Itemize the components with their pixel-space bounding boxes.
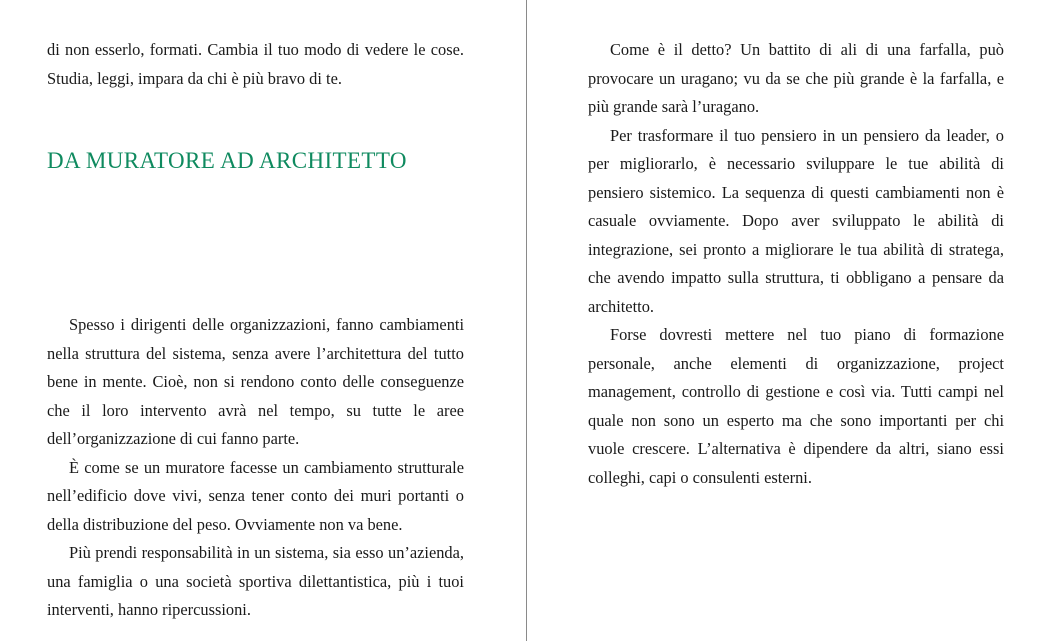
chapter-title-block (47, 146, 464, 176)
left-page (0, 0, 526, 641)
right-page (526, 0, 1052, 641)
chapter-title: DA MURATORE AD ARCHITETTO (47, 148, 407, 173)
body-paragraph-2: È come se un muratore facesse un cambiamento strutturale nell’edificio dove vivi, senza tener conto dei muri portanti o della distribuzione del peso. Ovviamente non va bene. (47, 457, 464, 534)
body-paragraph-4: Come è il detto? Un battito di ali di una farfalla, può provocare un uragano; vu da se che più grande è la farfalla, e più grande sarà l’uragano. (588, 40, 1004, 116)
body-paragraph-6: Forse dovresti mettere nel tuo piano di formazione personale, anche elementi di organizzazione, project management, controllo di gestione e così via. Tutti campi nel quale non sono un esperto ma che sono importanti per chi vuole crescere. L’alternativa è dipendere da altri, siano essi colleghi, capi o consulenti esterni. (588, 325, 1004, 487)
body-paragraph-1: Spesso i dirigenti delle organizzazioni, fanno cambiamenti nella struttura del sistema, senza avere l’architettura del tutto bene in mente. Cioè, non si rendono conto delle conseguenze che il loro intervento avrà nel tempo, su tutte le aree dell’organizzazione di cui fanno parte. (47, 315, 464, 448)
title-spacer (47, 176, 464, 311)
intro-paragraph: di non esserlo, formati. Cambia il tuo modo di vedere le cose. Studia, leggi, impara da chi è più bravo di te. (47, 40, 464, 88)
body-paragraph-3: Più prendi responsabilità in un sistema, sia esso un’azienda, una famiglia o una società sportiva dilettantistica, più i tuoi interventi, hanno ripercussioni. (47, 543, 464, 619)
body-paragraph-5: Per trasformare il tuo pensiero in un pensiero da leader, o per migliorarlo, è necessario sviluppare le tue abilità di pensiero sistemico. La sequenza di questi cambiamenti non è casuale ovviamente. Dopo aver sviluppato le abilità di integrazione, sei pronto a migliorare le tua abilità di stratega, che avendo impatto sulla struttura, ti obbligano a pensare da architetto. (588, 125, 1004, 316)
